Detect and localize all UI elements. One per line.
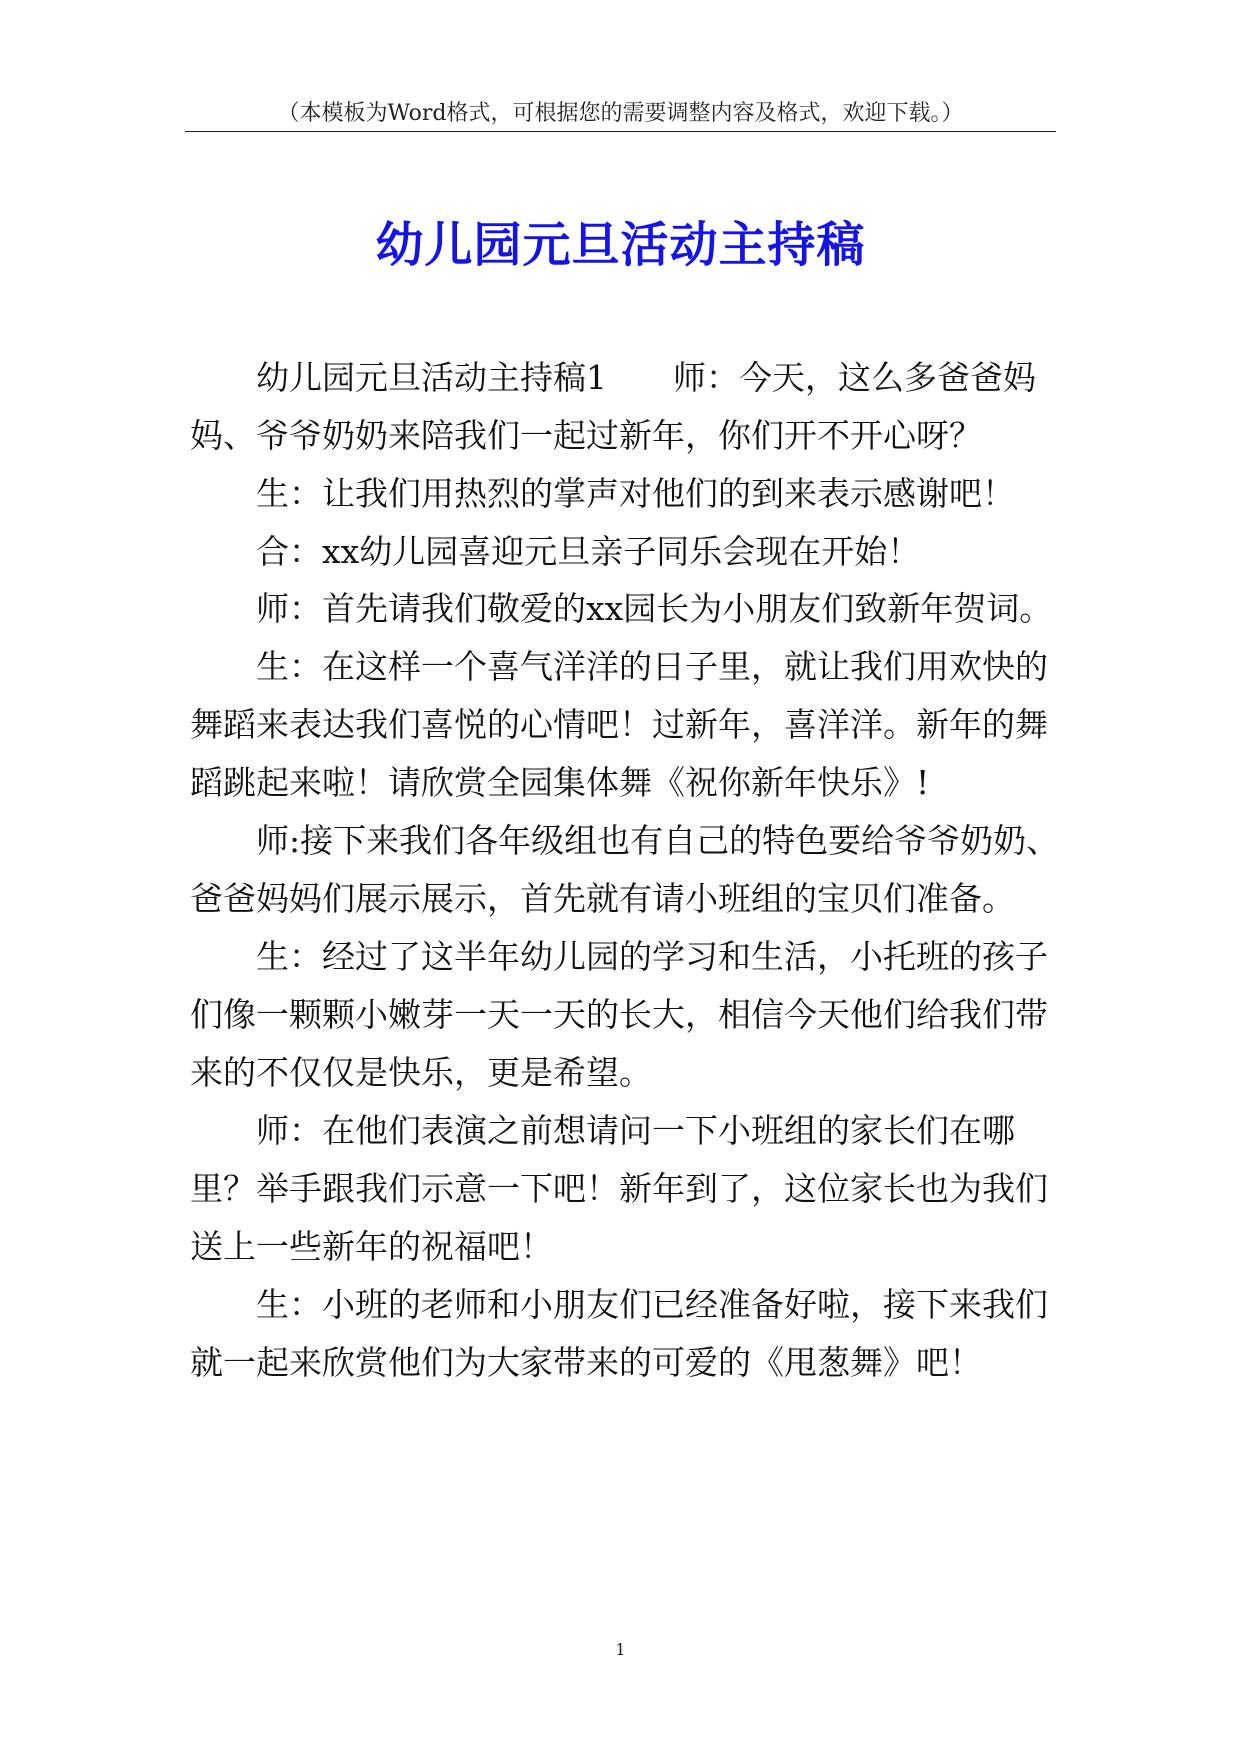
body-line: 舞蹈来表达我们喜悦的心情吧！过新年，喜洋洋。新年的舞 (190, 705, 1048, 744)
header-note: （本模板为Word格式，可根据您的需要调整内容及格式，欢迎下载。） (277, 101, 964, 126)
body-line: 生：让我们用热烈的掌声对他们的到来表示感谢吧！ (256, 474, 1015, 513)
body-line: 师:接下来我们各年级组也有自己的特色要给爷爷奶奶、 (256, 821, 1060, 860)
body-line: 生：经过了这半年幼儿园的学习和生活，小托班的孩子 (256, 937, 1048, 976)
body-line: 里？举手跟我们示意一下吧！新年到了，这位家长也为我们 (190, 1169, 1048, 1208)
body-line: 送上一些新年的祝福吧！ (190, 1227, 553, 1266)
body-line: 生：在这样一个喜气洋洋的日子里，就让我们用欢快的 (256, 647, 1048, 686)
body-line: 幼儿园元旦活动主持稿1 师：今天，这么多爸爸妈 (256, 358, 1036, 397)
document-title: 幼儿园元旦活动主持稿 (375, 217, 866, 273)
body-line: 们像一颗颗小嫩芽一天一天的长大，相信今天他们给我们带 (190, 995, 1048, 1034)
body-line: 师：首先请我们敬爱的xx园长为小朋友们致新年贺词。 (256, 589, 1053, 628)
body-line: 就一起来欣赏他们为大家带来的可爱的《甩葱舞》吧！ (190, 1343, 982, 1382)
header-divider (185, 131, 1056, 132)
body-line: 师：在他们表演之前想请问一下小班组的家长们在哪 (256, 1111, 1015, 1150)
body-line: 来的不仅仅是快乐，更是希望。 (190, 1053, 652, 1092)
page-number: 1 (615, 1640, 626, 1659)
body-line: 妈、爷爷奶奶来陪我们一起过新年，你们开不开心呀？ (190, 416, 982, 455)
body-line: 爸爸妈妈们展示展示，首先就有请小班组的宝贝们准备。 (190, 879, 1015, 918)
body-line: 蹈跳起来啦！请欣赏全园集体舞《祝你新年快乐》! (190, 763, 930, 802)
body-line: 合：xx幼儿园喜迎元旦亲子同乐会现在开始！ (256, 532, 921, 571)
body-line: 生：小班的老师和小朋友们已经准备好啦，接下来我们 (256, 1285, 1048, 1324)
